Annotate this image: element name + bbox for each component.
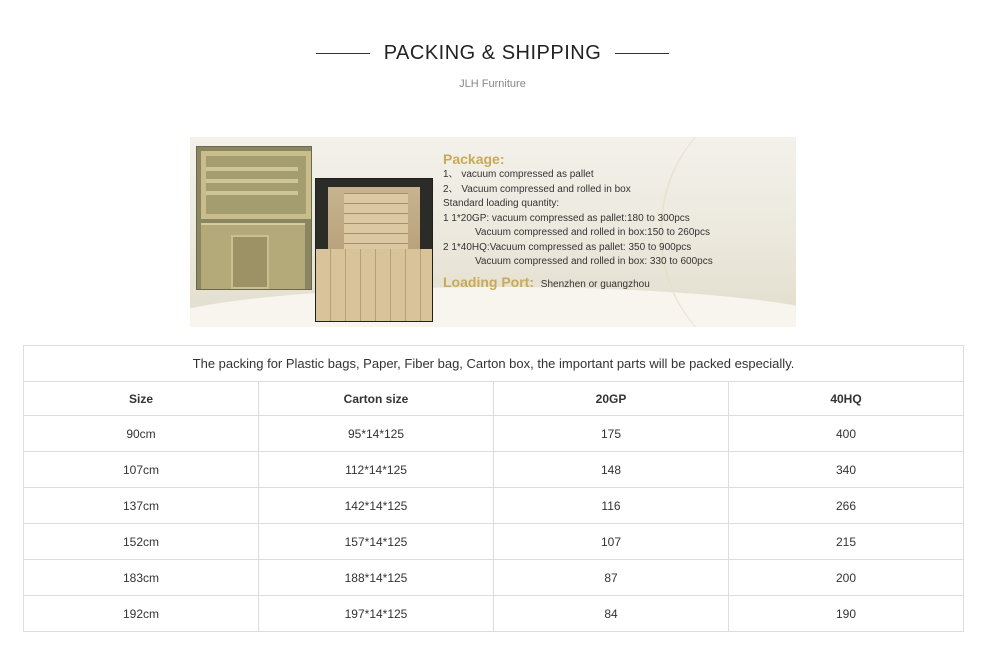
cell-size: 152cm xyxy=(24,524,259,560)
photo-lower-panel xyxy=(201,223,305,289)
table-note-row xyxy=(24,346,964,382)
cell-40hq: 200 xyxy=(729,560,964,596)
column-header-carton-size: Carton size xyxy=(259,382,494,416)
package-line: 1、 vacuum compressed as pallet xyxy=(443,169,594,180)
package-line: 1 1*20GP: vacuum compressed as pallet:180 to 300pcs xyxy=(443,212,690,224)
cell-40hq: 400 xyxy=(729,416,964,452)
page-title: PACKING & SHIPPING xyxy=(383,41,602,64)
package-heading: Package: xyxy=(443,151,505,167)
column-header-20gp: 20GP xyxy=(494,382,729,416)
cell-20gp: 107 xyxy=(494,524,729,560)
cell-20gp: 84 xyxy=(494,596,729,632)
stacked-cartons xyxy=(344,193,408,253)
cell-size: 90cm xyxy=(24,416,259,452)
cell-size: 192cm xyxy=(24,596,259,632)
table-row xyxy=(24,596,964,632)
photo-slat xyxy=(206,167,298,171)
cell-size: 183cm xyxy=(24,560,259,596)
packing-table xyxy=(23,345,964,632)
cell-carton-size: 197*14*125 xyxy=(259,596,494,632)
packing-banner xyxy=(190,137,796,327)
package-info xyxy=(443,150,793,292)
table-header-row xyxy=(24,382,964,416)
table-row xyxy=(24,452,964,488)
loading-port-label: Loading Port: xyxy=(443,273,534,290)
loading-port-value: Shenzhen or guangzhou xyxy=(540,278,650,290)
cell-carton-size: 142*14*125 xyxy=(259,488,494,524)
title-left-rule xyxy=(316,53,370,54)
cell-20gp: 148 xyxy=(494,452,729,488)
container-loading-photo xyxy=(315,178,433,322)
table-row xyxy=(24,524,964,560)
cell-size: 137cm xyxy=(24,488,259,524)
photo-slat xyxy=(206,191,298,195)
packed-pallet-photo xyxy=(196,146,312,290)
table-row xyxy=(24,488,964,524)
package-line: Vacuum compressed and rolled in box:150 to 260pcs xyxy=(475,227,710,238)
package-line: Standard loading quantity: xyxy=(443,198,560,209)
title-right-rule xyxy=(615,53,669,54)
package-line: 2 1*40HQ:Vacuum compressed as pallet: 350 to 900pcs xyxy=(443,241,692,253)
column-header-40hq: 40HQ xyxy=(729,382,964,416)
cell-20gp: 116 xyxy=(494,488,729,524)
cell-40hq: 190 xyxy=(729,596,964,632)
cell-40hq: 215 xyxy=(729,524,964,560)
table-row xyxy=(24,560,964,596)
section-title xyxy=(0,38,985,68)
column-header-size: Size xyxy=(24,382,259,416)
brand-subtitle: JLH Furniture xyxy=(459,78,526,90)
package-line: 2、 Vacuum compressed and rolled in box xyxy=(443,183,631,195)
table-row xyxy=(24,416,964,452)
cell-carton-size: 188*14*125 xyxy=(259,560,494,596)
photo-slat xyxy=(206,179,298,183)
cell-size: 107cm xyxy=(24,452,259,488)
cell-20gp: 87 xyxy=(494,560,729,596)
cell-20gp: 175 xyxy=(494,416,729,452)
loading-port xyxy=(443,275,793,293)
cell-40hq: 266 xyxy=(729,488,964,524)
cell-carton-size: 95*14*125 xyxy=(259,416,494,452)
photo-frame-shape xyxy=(201,151,311,219)
cell-40hq: 340 xyxy=(729,452,964,488)
photo-door-shape xyxy=(231,235,269,289)
cell-carton-size: 112*14*125 xyxy=(259,452,494,488)
cell-carton-size: 157*14*125 xyxy=(259,524,494,560)
floor-cartons xyxy=(316,249,433,322)
package-line: Vacuum compressed and rolled in box: 330 to 600pcs xyxy=(475,256,713,267)
packing-note: The packing for Plastic bags, Paper, Fiber bag, Carton box, the important parts will be packed especially. xyxy=(24,346,964,382)
